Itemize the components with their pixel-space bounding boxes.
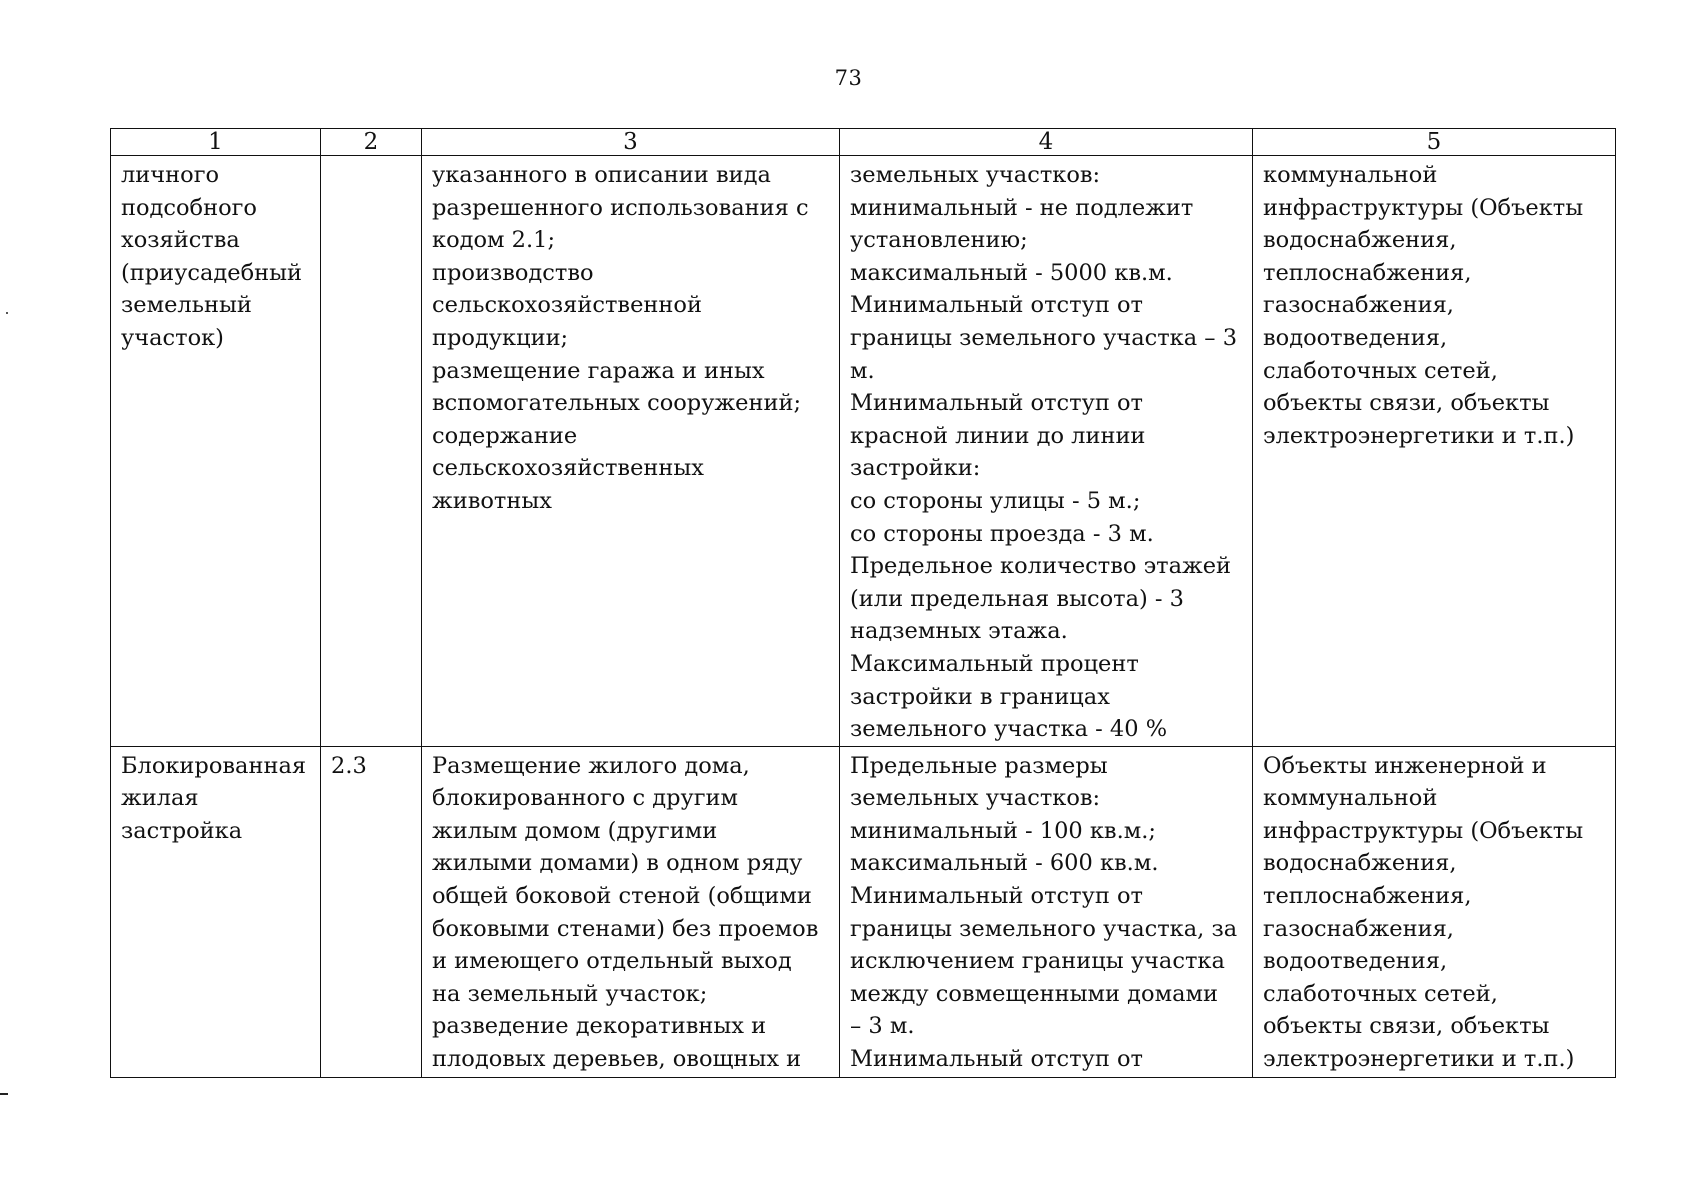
cell-parameters: Предельные размеры земельных участков: минимальный - 100 кв.м.; максимальный - 600 кв.м. Минимальный отступ от границы земельного участка, за исключением границы участка между совмещенными домами – 3 м. Минимальный отступ от [840,746,1253,1077]
scan-artifact-mark [0,1093,8,1095]
zoning-table [110,128,1616,1078]
cell-use-code [321,156,422,747]
page-number: 73 [834,66,863,90]
cell-use-code: 2.3 [321,746,422,1077]
table-header-row [111,129,1616,156]
cell-auxiliary-uses: коммунальной инфраструктуры (Объекты водоснабжения, теплоснабжения, газоснабжения, водоотведения, слаботочных сетей, объекты связи, объекты электроэнергетики и т.п.) [1253,156,1616,747]
scan-artifact-dot [6,312,8,314]
column-header-4: 4 [840,129,1253,156]
cell-use-description: Размещение жилого дома, блокированного с другим жилым домом (другими жилыми домами) в одном ряду общей боковой стеной (общими боковыми стенами) без проемов и имеющего отдельный выход на земельный участок; разведение декоративных и плодовых деревьев, овощных и [422,746,840,1077]
table-row [111,746,1616,1077]
cell-use-name: Блокированная жилая застройка [111,746,321,1077]
cell-use-description: указанного в описании вида разрешенного использования с кодом 2.1; производство сельскохозяйственной продукции; размещение гаража и иных вспомогательных сооружений; содержание сельскохозяйственных животных [422,156,840,747]
column-header-3: 3 [422,129,840,156]
column-header-5: 5 [1253,129,1616,156]
cell-parameters: земельных участков: минимальный - не подлежит установлению; максимальный - 5000 кв.м. Минимальный отступ от границы земельного участка – 3 м. Минимальный отступ от красной линии до линии застройки: со стороны улицы - 5 м.; со стороны проезда - 3 м. Предельное количество этажей (или предельная высота) - 3 надземных этажа. Максимальный процент застройки в границах земельного участка - 40 % [840,156,1253,747]
table-row [111,156,1616,747]
column-header-2: 2 [321,129,422,156]
cell-use-name: личного подсобного хозяйства (приусадебный земельный участок) [111,156,321,747]
column-header-1: 1 [111,129,321,156]
cell-auxiliary-uses: Объекты инженерной и коммунальной инфраструктуры (Объекты водоснабжения, теплоснабжения, газоснабжения, водоотведения, слаботочных сетей, объекты связи, объекты электроэнергетики и т.п.) [1253,746,1616,1077]
